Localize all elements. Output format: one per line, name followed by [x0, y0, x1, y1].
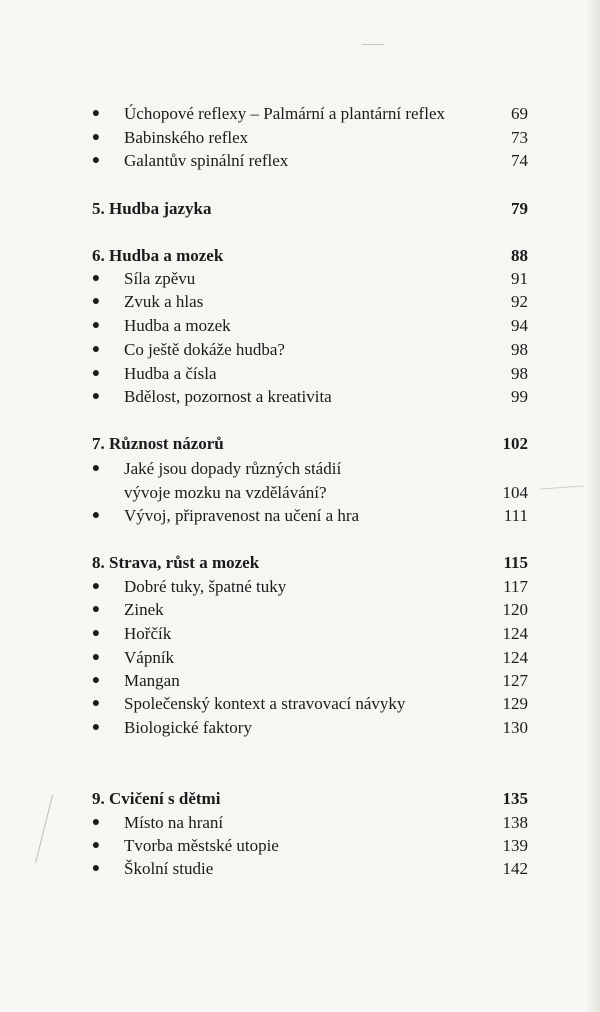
toc-item-page: 127 [502, 671, 528, 690]
toc-item-page: 91 [511, 269, 528, 288]
toc-item-page: 139 [502, 836, 528, 855]
toc-item-label: Vývoj, připravenost na učení a hra [124, 506, 360, 525]
bullet-icon: ● [91, 650, 101, 665]
toc-item-label: Hořčík [124, 624, 172, 643]
toc-item [0, 646, 600, 670]
bullet-icon: ● [91, 461, 101, 476]
toc-item-label: Místo na hraní [124, 813, 224, 832]
toc-item-label: Jaké jsou dopady různých stádií [124, 459, 342, 478]
toc-item-continuation [0, 481, 600, 505]
toc-item-page: 138 [502, 813, 528, 832]
toc-item-page: 99 [511, 387, 528, 406]
toc-item-page: 117 [503, 577, 528, 596]
toc-item-label: Biologické faktory [124, 718, 252, 737]
bullet-icon: ● [91, 106, 101, 121]
toc-chapter [0, 787, 600, 811]
toc-chapter-page: 102 [502, 434, 528, 453]
bullet-icon: ● [91, 130, 101, 145]
toc-item-page: 111 [503, 506, 528, 525]
toc-item [0, 834, 600, 858]
toc-item [0, 267, 600, 291]
toc-chapter-page: 115 [503, 553, 528, 572]
bullet-icon: ● [91, 673, 101, 688]
toc-item [0, 290, 600, 314]
toc-item-label: Zvuk a hlas [124, 292, 204, 311]
toc-item-page: 124 [502, 648, 528, 667]
toc-item-page: 120 [502, 600, 528, 619]
toc-item-page: 74 [511, 151, 528, 170]
toc-item-label: Dobré tuky, špatné tuky [124, 577, 287, 596]
toc-item [0, 385, 600, 409]
toc-item-label: Hudba a čísla [124, 364, 217, 383]
toc-chapter [0, 244, 600, 268]
toc-item [0, 504, 600, 528]
bullet-icon: ● [91, 602, 101, 617]
toc-item-page: 98 [511, 340, 528, 359]
toc-chapter-title: 5. Hudba jazyka [92, 199, 212, 218]
bullet-icon: ● [91, 389, 101, 404]
toc-item-page: 73 [511, 128, 528, 147]
toc-chapter [0, 197, 600, 221]
toc-item [0, 622, 600, 646]
toc-item-page: 94 [511, 316, 528, 335]
toc-item-label: Úchopové reflexy – Palmární a plantární reflex [124, 104, 445, 123]
toc-item-label: Galantův spinální reflex [124, 151, 289, 170]
toc-item-label: Babinského reflex [124, 128, 249, 147]
toc-item-label: Mangan [124, 671, 180, 690]
bullet-icon: ● [91, 318, 101, 333]
toc-item [0, 857, 600, 881]
toc-item-page: 124 [502, 624, 528, 643]
bullet-icon: ● [91, 579, 101, 594]
toc-item-page: 129 [502, 694, 528, 713]
toc-item [0, 716, 600, 740]
bullet-icon: ● [91, 838, 101, 853]
toc-item [0, 338, 600, 362]
bullet-icon: ● [91, 366, 101, 381]
toc-chapter-title: 8. Strava, růst a mozek [92, 553, 260, 572]
toc-chapter-title: 7. Různost názorů [92, 434, 224, 453]
scan-mark-top [362, 44, 384, 45]
toc-chapter-page: 135 [502, 789, 528, 808]
toc-item [0, 575, 600, 599]
toc-item-label: Školní studie [124, 859, 214, 878]
toc-item [0, 149, 600, 173]
toc-item-label: Vápník [124, 648, 175, 667]
toc-item [0, 692, 600, 716]
toc-chapter-page: 88 [511, 246, 528, 265]
toc-chapter [0, 432, 600, 456]
toc-item-page: 130 [502, 718, 528, 737]
bullet-icon: ● [91, 861, 101, 876]
toc-item-label: Bdělost, pozornost a kreativita [124, 387, 332, 406]
toc-item [0, 457, 600, 481]
toc-item [0, 811, 600, 835]
toc-item [0, 126, 600, 150]
toc-item-page: 69 [511, 104, 528, 123]
toc-item [0, 598, 600, 622]
toc-item-page: 92 [511, 292, 528, 311]
toc-item [0, 314, 600, 338]
bullet-icon: ● [91, 720, 101, 735]
toc-item-page: 98 [511, 364, 528, 383]
toc-item-label: Síla zpěvu [124, 269, 196, 288]
toc-chapter-title: 6. Hudba a mozek [92, 246, 224, 265]
toc-chapter [0, 551, 600, 575]
toc-item-page: 142 [502, 859, 528, 878]
bullet-icon: ● [91, 508, 101, 523]
bullet-icon: ● [91, 815, 101, 830]
toc-item-label: Zinek [124, 600, 164, 619]
toc-item-page: 104 [502, 483, 528, 502]
bullet-icon: ● [91, 342, 101, 357]
bullet-icon: ● [91, 294, 101, 309]
toc-item [0, 102, 600, 126]
toc-item [0, 362, 600, 386]
toc-item-label: Co ještě dokáže hudba? [124, 340, 285, 359]
bullet-icon: ● [91, 153, 101, 168]
toc-item [0, 669, 600, 693]
toc-chapter-page: 79 [511, 199, 528, 218]
bullet-icon: ● [91, 696, 101, 711]
bullet-icon: ● [91, 626, 101, 641]
bullet-icon: ● [91, 271, 101, 286]
toc-item-label: Společenský kontext a stravovací návyky [124, 694, 406, 713]
toc-item-label: Tvorba městské utopie [124, 836, 279, 855]
toc-chapter-title: 9. Cvičení s dětmi [92, 789, 221, 808]
toc-item-label-continuation: vývoje mozku na vzdělávání? [124, 483, 327, 502]
toc-item-label: Hudba a mozek [124, 316, 231, 335]
